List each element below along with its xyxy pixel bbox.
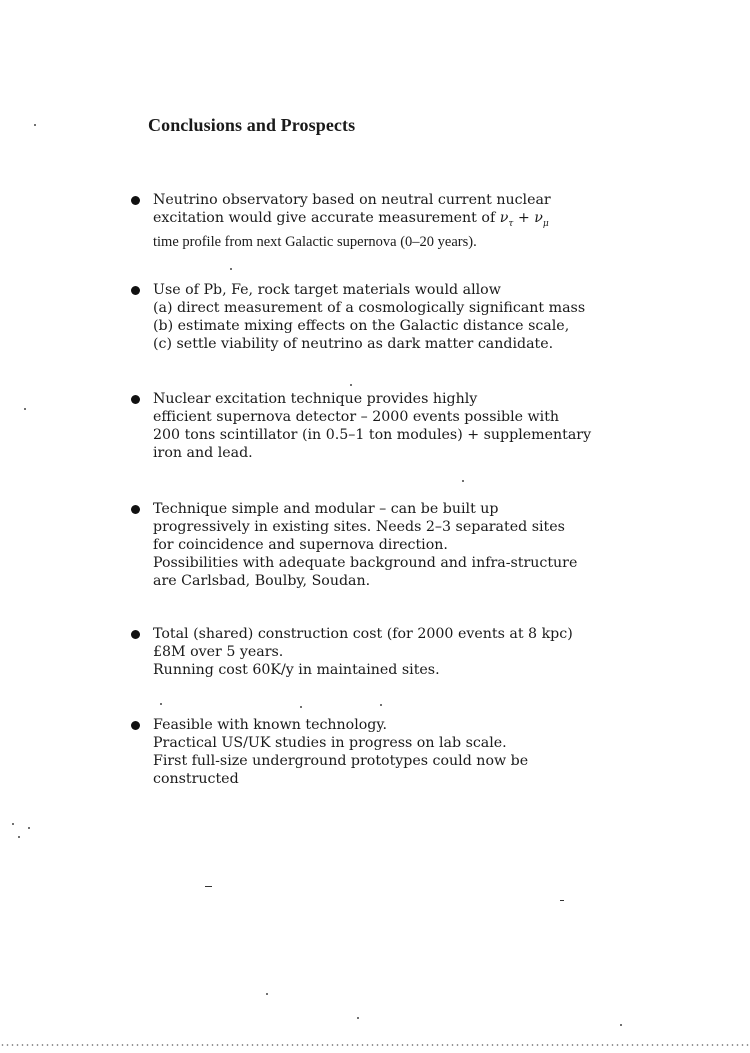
bullet-line: constructed: [153, 771, 239, 787]
scan-dash: [205, 886, 212, 887]
scan-speck: [266, 993, 268, 995]
scan-speck: [24, 408, 26, 410]
bullet-line: Nuclear excitation technique provides highly: [153, 391, 478, 407]
mu-subscript: μ: [542, 219, 549, 229]
scan-dash: [560, 900, 564, 901]
bullet-line: Practical US/UK studies in progress on lab scale.: [153, 735, 507, 751]
bullet-line: (c) settle viability of neutrino as dark matter candidate.: [153, 336, 554, 352]
scan-speck: [380, 704, 382, 706]
bullet-dot-icon: [131, 630, 140, 639]
bullet-line: (b) estimate mixing effects on the Galactic distance scale,: [153, 318, 570, 334]
scan-speck: [230, 268, 232, 270]
bullet-line: are Carlsbad, Boulby, Soudan.: [153, 573, 371, 589]
bullet-line: Running cost 60K/y in maintained sites.: [153, 662, 440, 678]
bullet-line: for coincidence and supernova direction.: [153, 537, 448, 553]
scan-speck: [350, 384, 352, 386]
page-title: Conclusions and Prospects: [148, 115, 356, 135]
bullet-line: iron and lead.: [153, 445, 253, 461]
bullet-line: Total (shared) construction cost (for 2000 events at 8 kpc): [153, 626, 573, 642]
bullet-line: Technique simple and modular – can be built up: [153, 501, 499, 517]
bullet-dot-icon: [131, 196, 140, 205]
bullet-line: progressively in existing sites. Needs 2–3 separated sites: [153, 519, 565, 535]
bullet-line: efficient supernova detector – 2000 events possible with: [153, 409, 560, 425]
bullet-line: Feasible with known technology.: [153, 717, 388, 733]
bullet-line: Possibilities with adequate background and infra-structure: [153, 555, 578, 571]
bullet-line: First full-size underground prototypes could now be: [153, 753, 529, 769]
plus-symbol: +: [517, 210, 530, 226]
bullet-line: Use of Pb, Fe, rock target materials would allow: [153, 282, 501, 298]
bullet-line: 200 tons scintillator (in 0.5–1 ton modules) + supplementary: [153, 427, 592, 443]
bullet-line: £8M over 5 years.: [153, 644, 284, 660]
scan-bottom-edge: [0, 1044, 750, 1046]
scan-speck: [28, 827, 30, 829]
bullet-dot-icon: [131, 286, 140, 295]
nu-symbol: ν: [499, 210, 509, 226]
bullet-dot-icon: [131, 505, 140, 514]
bullet-line: (a) direct measurement of a cosmologically significant mass: [153, 300, 586, 316]
bullet-line-formula: [153, 209, 551, 227]
scan-speck: [462, 480, 464, 482]
scan-speck: [34, 124, 36, 126]
tau-subscript: τ: [508, 219, 514, 229]
bullet-line: Neutrino observatory based on neutral current nuclear: [153, 192, 551, 208]
scan-speck: [18, 836, 20, 838]
scan-speck: [620, 1024, 622, 1026]
bullet-line: time profile from next Galactic supernova (0–20 years).: [153, 234, 477, 250]
bullet-dot-icon: [131, 395, 140, 404]
scan-speck: [300, 706, 302, 708]
bullet-dot-icon: [131, 721, 140, 730]
scan-speck: [12, 823, 14, 825]
nu-symbol: ν: [534, 210, 543, 226]
scan-speck: [160, 703, 162, 705]
formula-text: excitation would give accurate measurement of: [153, 210, 496, 226]
scan-speck: [357, 1017, 359, 1019]
